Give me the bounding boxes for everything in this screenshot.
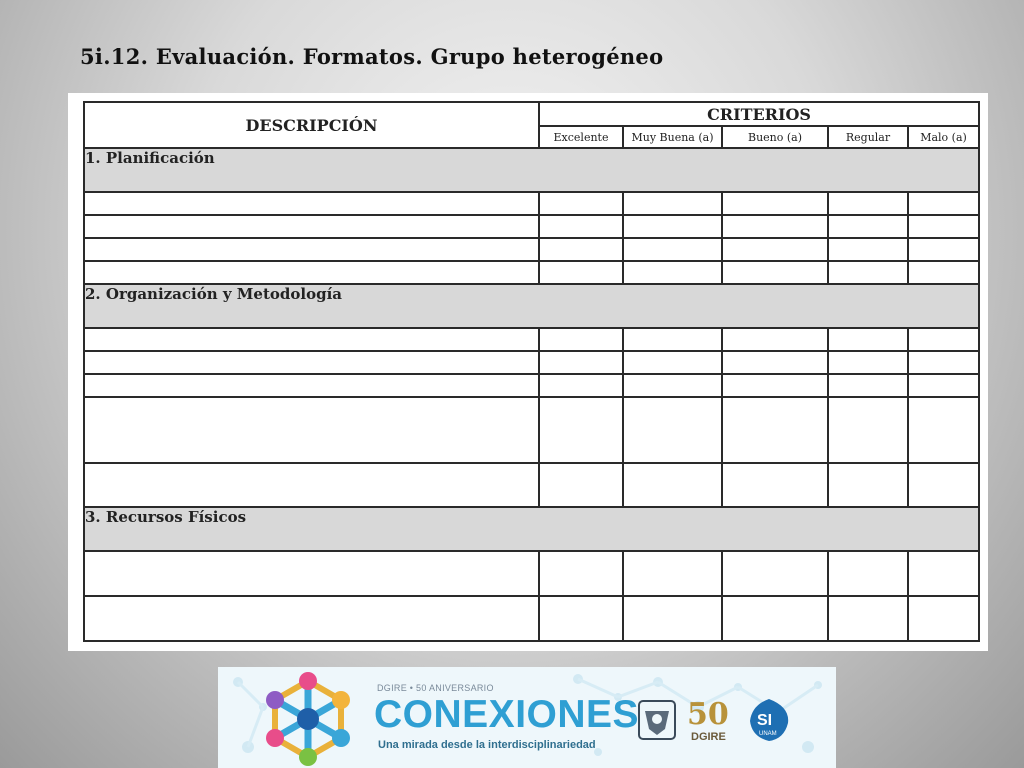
section-row-planificacion bbox=[84, 148, 979, 192]
table-row bbox=[84, 596, 979, 641]
si-unam-logo-icon bbox=[746, 697, 792, 743]
criterion-muy-buena: Muy Buena (a) bbox=[623, 126, 722, 148]
conexiones-molecule-logo-icon bbox=[258, 669, 358, 768]
unam-seal-icon bbox=[635, 697, 679, 743]
conexiones-banner bbox=[218, 667, 836, 768]
table-row bbox=[84, 261, 979, 284]
table-row bbox=[84, 397, 979, 463]
dgire-label: DGIRE bbox=[691, 731, 726, 743]
table-row bbox=[84, 374, 979, 397]
criterion-bueno: Bueno (a) bbox=[722, 126, 828, 148]
brand-tagline: Una mirada desde la interdisciplinariedad bbox=[378, 739, 596, 751]
evaluation-table bbox=[83, 101, 980, 642]
table-row bbox=[84, 551, 979, 596]
table-row bbox=[84, 351, 979, 374]
dgire-50-logo-icon bbox=[685, 694, 741, 744]
dgire-number: 50 bbox=[687, 697, 729, 732]
criterion-excelente: Excelente bbox=[539, 126, 623, 148]
table-row bbox=[84, 328, 979, 351]
criteria-header: CRITERIOS bbox=[539, 102, 979, 126]
evaluation-format-table-card bbox=[68, 93, 988, 651]
criterion-regular: Regular bbox=[828, 126, 908, 148]
table-row bbox=[84, 215, 979, 238]
slide-title: 5i.12. Evaluación. Formatos. Grupo heterogéneo bbox=[80, 44, 664, 69]
section-label: 3. Recursos Físicos bbox=[84, 507, 979, 551]
table-row bbox=[84, 238, 979, 261]
section-label: 2. Organización y Metodología bbox=[84, 284, 979, 328]
brand-name: CONEXIONES bbox=[374, 693, 640, 736]
section-label: 1. Planificación bbox=[84, 148, 979, 192]
unam-label: UNAM bbox=[759, 731, 777, 737]
section-row-recursos bbox=[84, 507, 979, 551]
table-row bbox=[84, 463, 979, 507]
description-header: DESCRIPCIÓN bbox=[84, 102, 539, 148]
brand-anniversary-label: DGIRE • 50 ANIVERSARIO bbox=[377, 683, 494, 693]
table-row bbox=[84, 192, 979, 215]
section-row-organizacion bbox=[84, 284, 979, 328]
criterion-malo: Malo (a) bbox=[908, 126, 979, 148]
si-label: SI bbox=[757, 712, 773, 729]
